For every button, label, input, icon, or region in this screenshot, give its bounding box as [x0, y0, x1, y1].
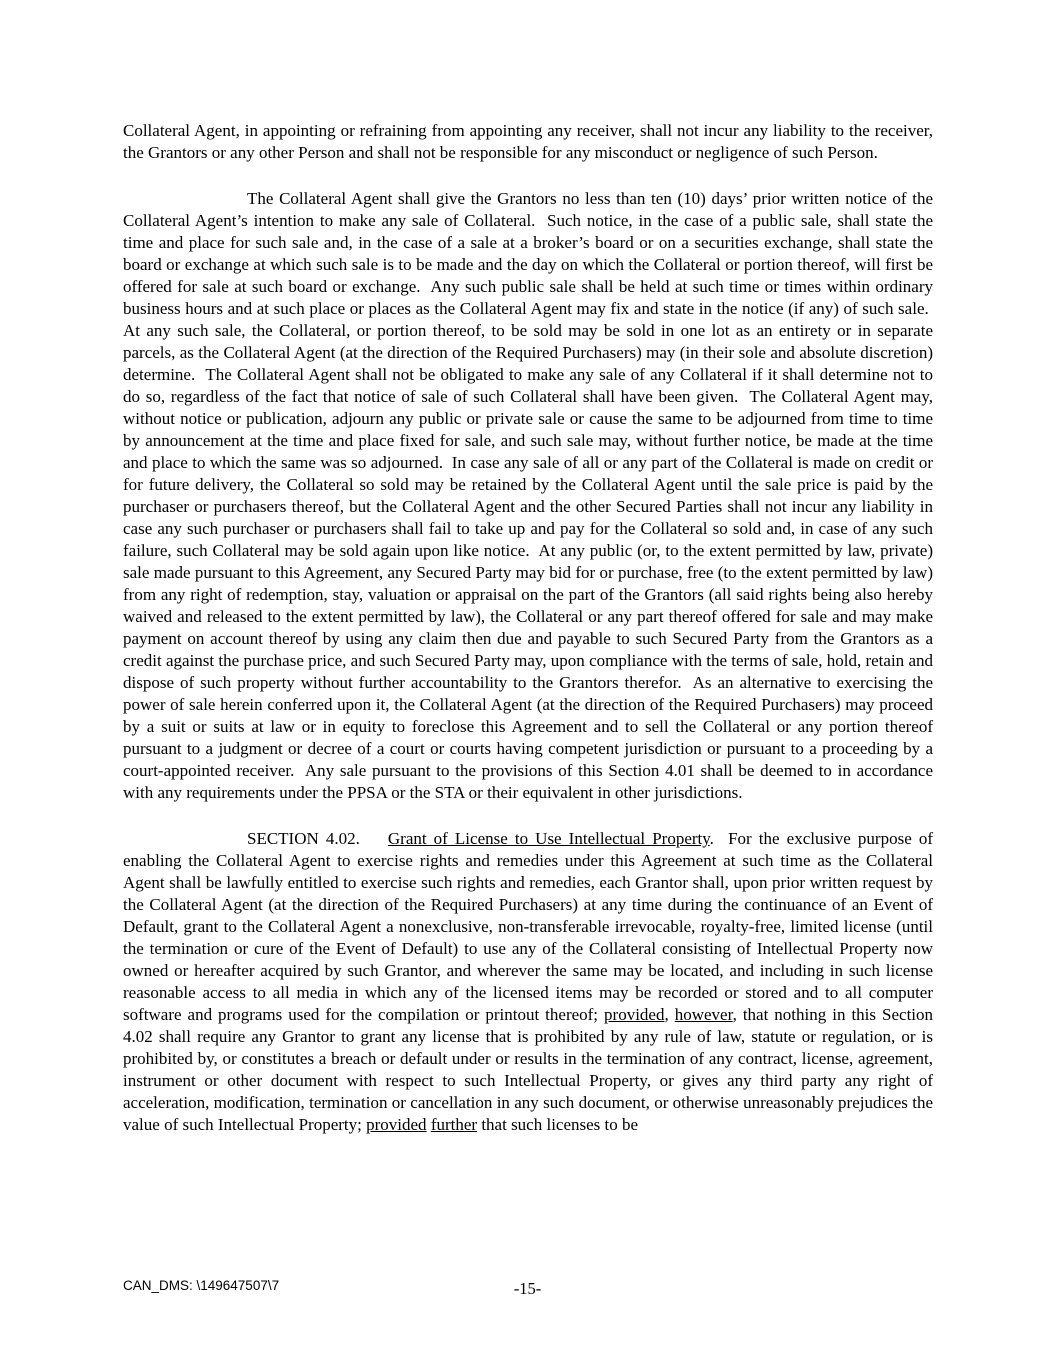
section-402-proviso-3: provided	[366, 1115, 427, 1134]
footer-page-number: -15-	[513, 1279, 542, 1298]
section-402-body-1: . For the exclusive purpose of enabling the Collateral Agent to exercise rights and remedies under this Agreement at such time as the Collateral Agent shall be lawfully entitled to exercise such rights and remedies, each Grantor shall, upon prior written request by the Collateral Agent (at the direction of the Required Purchasers) at any time during the continuance of an Event of Default, grant to the Collateral Agent a nonexclusive, non-transferable irrevocable, royalty-free, limited license (until the termination or cure of the Event of Default) to use any of the Collateral consisting of Intellectual Property now owned or hereafter acquired by such Grantor, and wherever the same may be located, and including in such license reasonable access to all media in which any of the licensed items may be recorded or stored and to all computer software and programs used for the compilation or printout thereof;	[123, 829, 933, 1024]
section-402-body-3: that such licenses to be	[477, 1115, 639, 1134]
section-402-proviso-2: however	[674, 1005, 733, 1024]
section-402-body-2: , that nothing in this Section 4.02 shall require any Grantor to grant any license that is prohibited by any rule of law, statute or regulation, or is prohibited by, or constitutes a breach or default under or results in the termination of any contract, license, agreement, instrument or other document with respect to such Intellectual Property, or gives any third party any right of acceleration, modification, termination or cancellation in any such document, or otherwise unreasonably prejudices the value of such Intellectual Property;	[123, 1005, 934, 1134]
paragraph-section-402	[123, 828, 933, 1136]
paragraph-continuation: Collateral Agent, in appointing or refraining from appointing any receiver, shall not incur any liability to the receiver, the Grantors or any other Person and shall not be responsible for any misconduct or negligence of such Person.	[123, 121, 933, 162]
document-body	[123, 120, 933, 1160]
footer-document-id: CAN_DMS: \149647507\7	[123, 1278, 280, 1293]
section-402-title: Grant of License to Use Intellectual Property	[387, 829, 710, 848]
paragraph-section-401-body: The Collateral Agent shall give the Grantors no less than ten (10) days’ prior written notice of the Collateral Agent’s intention to make any sale of Collateral. Such notice, in the case of a public sale, shall state the time and place for such sale and, in the case of a sale at a broker’s board or on a securities exchange, shall state the board or exchange at which such sale is to be made and the day on which the Collateral or portion thereof, will first be offered for sale at such board or exchange. Any such public sale shall be held at such time or times within ordinary business hours and at such place or places as the Collateral Agent may fix and state in the notice (if any) of such sale. At any such sale, the Collateral, or portion thereof, to be sold may be sold in one lot as an entirety or in separate parcels, as the Collateral Agent (at the direction of the Required Purchasers) may (in their sole and absolute discretion) determine. The Collateral Agent shall not be obligated to make any sale of any Collateral if it shall determine not to do so, regardless of the fact that notice of sale of such Collateral shall have been given. The Collateral Agent may, without notice or publication, adjourn any public or private sale or cause the same to be adjourned from time to time by announcement at the time and place fixed for sale, and such sale may, without further notice, be made at the time and place to which the same was so adjourned. In case any sale of all or any part of the Collateral is made on credit or for future delivery, the Collateral so sold may be retained by the Collateral Agent until the sale price is paid by the purchaser or purchasers thereof, but the Collateral Agent and the other Secured Parties shall not incur any liability in case any such purchaser or purchasers shall fail to take up and pay for the Collateral so sold and, in case of any such failure, such Collateral may be sold again upon like notice. At any public (or, to the extent permitted by law, private) sale made pursuant to this Agreement, any Secured Party may bid for or purchase, free (to the extent permitted by law) from any right of redemption, stay, valuation or appraisal on the part of the Grantors (all said rights being also hereby waived and released to the extent permitted by law), the Collateral or any part thereof offered for sale and may make payment on account thereof by using any claim then due and payable to such Secured Party from the Grantors as a credit against the purchase price, and such Secured Party may, upon compliance with the terms of sale, hold, retain and dispose of such property without further accountability to the Grantors therefor. As an alternative to exercising the power of sale herein conferred upon it, the Collateral Agent (at the direction of the Required Purchasers) may proceed by a suit or suits at law or in equity to foreclose this Agreement and to sell the Collateral or any portion thereof pursuant to a judgment or decree of a court or courts having competent jurisdiction or pursuant to a proceeding by a court-appointed receiver. Any sale pursuant to the provisions of this Section 4.01 shall be deemed to in accordance with any requirements under the PPSA or the STA or their equivalent in other jurisdictions.	[123, 189, 933, 802]
section-402-heading: SECTION 4.02.	[247, 829, 360, 848]
section-402-separator-1: ,	[664, 1005, 675, 1024]
section-402-proviso-1: provided	[604, 1005, 665, 1024]
section-402-proviso-4: further	[430, 1115, 478, 1134]
